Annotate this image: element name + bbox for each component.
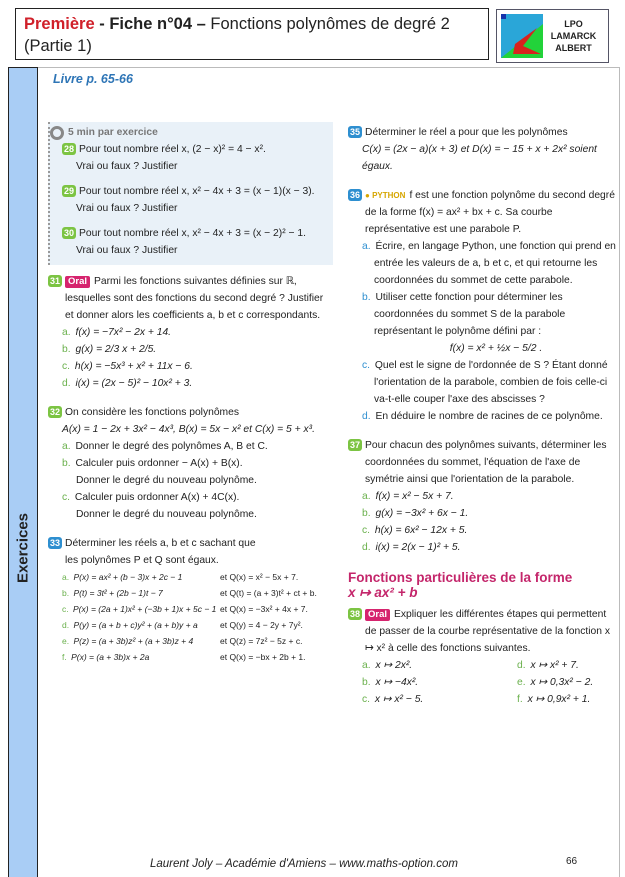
oral-badge: Oral xyxy=(65,276,90,288)
text: d. xyxy=(62,620,70,630)
text: et Q(x) = x² − 5x + 7. xyxy=(220,572,299,582)
document-header xyxy=(15,8,489,60)
subtitle: (Partie 1) xyxy=(24,37,92,55)
left-column xyxy=(48,122,333,673)
text: h(x) = −5x³ + x² + 11x − 6. xyxy=(74,361,193,372)
text: P(x) = ax² + (b − 3)x + 2c − 1 xyxy=(73,572,183,582)
text: Calculer puis ordonner A(x) + 4C(x). xyxy=(74,492,240,503)
exercise-number: 30 xyxy=(64,228,75,238)
exercise-29 xyxy=(62,183,327,217)
text: P(t) = 3t² + (2b − 1)t − 7 xyxy=(73,588,163,598)
exercise-28 xyxy=(62,141,327,175)
text: P(y) = (a + b + c)y² + (a + b)y + a xyxy=(73,620,198,630)
item-e xyxy=(517,674,618,691)
text: d. xyxy=(362,542,371,553)
text: x ↦ 0,3x² − 2. xyxy=(530,677,594,688)
question: Déterminer le réel a pour que les polynômes xyxy=(365,127,568,138)
text: P(x) = (2a + 1)x² + (−3b + 1)x + 5c − 1 xyxy=(73,604,217,614)
text: Fonctions particulières de la forme xyxy=(348,570,573,585)
text: g(x) = 2/3 x + 2/5. xyxy=(75,344,157,355)
text: c. xyxy=(362,360,371,371)
text: x ↦ ax² + b xyxy=(348,585,418,600)
text: Écrire, en langage Python, une fonction qui prend en entrée les valeurs de a, b et c, et qui retourne les coordonnées du sommet de cette parabole. xyxy=(374,241,616,286)
item-d xyxy=(517,657,618,674)
sep: - xyxy=(94,15,110,33)
item-b xyxy=(48,585,333,601)
exercise-number: 28 xyxy=(64,144,75,154)
python-icon: ● xyxy=(365,191,370,200)
exercise-number: 35 xyxy=(350,127,361,137)
prompt: Vrai ou faux ? Justifier xyxy=(76,161,178,172)
text: b. xyxy=(362,508,371,519)
item-b xyxy=(348,505,618,522)
item-d xyxy=(48,617,333,633)
item-a xyxy=(48,324,333,341)
text: a. xyxy=(62,327,71,338)
text: Utiliser cette fonction pour déterminer les coordonnées du sommet S de la parabole représentant le polynôme défini par : xyxy=(374,292,566,337)
exercise-33 xyxy=(48,535,333,665)
text: f. xyxy=(517,694,523,705)
sidebar xyxy=(8,67,38,877)
text: x ↦ 0,9x² + 1. xyxy=(527,694,591,705)
logo-line2: ALBERT xyxy=(555,43,592,53)
item-c xyxy=(48,601,333,617)
page-number: 66 xyxy=(566,856,578,867)
text: a. xyxy=(62,572,70,582)
school-logo xyxy=(496,9,609,63)
exercise-37 xyxy=(348,437,618,556)
text: f(x) = −7x² − 2x + 14. xyxy=(75,327,172,338)
text: e. xyxy=(62,636,70,646)
item-d xyxy=(48,375,333,392)
text: P(z) = (a + 3b)z² + (a + 3b)z + 4 xyxy=(73,636,194,646)
text: et Q(x) = −3x² + 4x + 7. xyxy=(220,604,308,614)
text: b. xyxy=(62,344,71,355)
text: b. xyxy=(62,588,70,598)
item-grid xyxy=(348,657,618,708)
text: f(x) = x² − 5x + 7. xyxy=(375,491,454,502)
exercise-35 xyxy=(348,124,618,175)
text: i(x) = 2(x − 1)² + 5. xyxy=(375,542,461,553)
text: x ↦ 2x². xyxy=(375,660,413,671)
item-list xyxy=(48,569,333,665)
question: Pour chacun des polynômes suivants, déterminer les coordonnées du sommet, l'équation de l'axe de symétrie ainsi que l'orientation de la parabole. xyxy=(365,440,607,485)
text: a. xyxy=(362,491,371,502)
item-f xyxy=(517,691,618,708)
title: Fonctions polynômes de degré 2 xyxy=(205,15,450,33)
item-d xyxy=(348,408,618,425)
exercise-number: 38 xyxy=(350,609,361,619)
text: x ↦ x² − 5. xyxy=(374,694,424,705)
text: et Q(z) = 7z² − 5z + c. xyxy=(220,636,303,646)
item-c xyxy=(362,691,517,708)
text: a. xyxy=(362,241,371,252)
question: Déterminer les réels a, b et c sachant que les polynômes P et Q sont égaux. xyxy=(65,538,256,566)
prompt: Vrai ou faux ? Justifier xyxy=(76,203,178,214)
text: h(x) = 6x² − 12x + 5. xyxy=(374,525,468,536)
text: e. xyxy=(517,677,526,688)
question: Parmi les fonctions suivantes définies sur ℝ, lesquelles sont des fonctions du second degré ? Justifier et donner alors les coefficients a, b et c correspondants. xyxy=(65,276,324,321)
text: Quel est le signe de l'ordonnée de S ? Étant donné l'orientation de la parabole, combien de fois celle-ci va-t-elle couper l'axe des abscisses ? xyxy=(374,360,608,405)
item-e xyxy=(48,633,333,649)
item-c xyxy=(348,522,618,539)
exercise-36 xyxy=(348,187,618,425)
item-c xyxy=(48,358,333,375)
exercise-number: 36 xyxy=(350,190,361,200)
text: c. xyxy=(362,694,371,705)
text: a. xyxy=(362,660,371,671)
section-heading xyxy=(348,570,618,600)
exercise-number: 29 xyxy=(64,186,75,196)
text: Donner le degré du nouveau polynôme. xyxy=(76,475,257,486)
fiche-number: Fiche n°04 – xyxy=(109,15,206,33)
stopwatch-icon xyxy=(50,126,64,140)
oral-badge: Oral xyxy=(365,609,390,621)
text: g(x) = −3x² + 6x − 1. xyxy=(375,508,469,519)
text: f. xyxy=(62,652,67,662)
definitions: C(x) = (2x − a)(x + 3) et D(x) = − 15 + x + 2x² soient égaux. xyxy=(362,144,597,172)
exercise-number: 31 xyxy=(50,276,61,286)
timer-label: 5 min par exercice xyxy=(68,127,158,138)
exercise-31 xyxy=(48,273,333,392)
question: Pour tout nombre réel x, x² − 4x + 3 = (x − 1)(x − 3). xyxy=(79,186,315,197)
text: c. xyxy=(62,604,69,614)
exercise-32 xyxy=(48,404,333,523)
text: et Q(y) = 4 − 2y + 7y². xyxy=(220,620,303,630)
exercise-30 xyxy=(62,225,327,259)
text: d. xyxy=(517,660,526,671)
text: c. xyxy=(362,525,371,536)
text: Calculer puis ordonner − A(x) + B(x). xyxy=(75,458,243,469)
logo-icon xyxy=(501,14,543,58)
timed-exercises xyxy=(48,122,333,265)
exercise-number: 32 xyxy=(50,407,61,417)
prompt: Vrai ou faux ? Justifier xyxy=(76,245,178,256)
book-reference: Livre p. 65-66 xyxy=(53,72,133,86)
question: f est une fonction polynôme du second degré de la forme f(x) = ax² + bx + c. Sa courbe représentative est une parabole P. xyxy=(365,190,615,235)
text: d. xyxy=(362,411,371,422)
exercise-number: 33 xyxy=(50,538,61,548)
text: Donner le degré des polynômes A, B et C. xyxy=(75,441,268,452)
item-c xyxy=(48,489,333,523)
question: Pour tout nombre réel x, x² − 4x + 3 = (x − 2)² − 1. xyxy=(79,228,306,239)
logo-line1: LPO LAMARCK xyxy=(550,19,597,41)
definitions: A(x) = 1 − 2x + 3x² − 4x³, B(x) = 5x − x² et C(x) = 5 + x³. xyxy=(62,424,315,435)
text: Donner le degré du nouveau polynôme. xyxy=(76,509,257,520)
right-column xyxy=(348,124,618,716)
question: Pour tout nombre réel x, (2 − x)² = 4 − x². xyxy=(79,144,266,155)
text: P(x) = (a + 3b)x + 2a xyxy=(71,652,150,662)
python-badge xyxy=(365,187,405,204)
text: x ↦ −4x². xyxy=(375,677,419,688)
text: c. xyxy=(62,361,71,372)
question: Expliquer les différentes étapes qui permettent de passer de la courbe représentative de la fonction x ↦ x² à celle des fonctions suivantes. xyxy=(365,609,611,654)
item-a xyxy=(48,438,333,455)
exercise-38 xyxy=(348,606,618,708)
text: En déduire le nombre de racines de ce polynôme. xyxy=(375,411,603,422)
text: et Q(x) = −bx + 2b + 1. xyxy=(220,652,306,662)
item-b xyxy=(362,674,517,691)
text: i(x) = (2x − 5)² − 10x² + 3. xyxy=(75,378,193,389)
text: PYTHON xyxy=(372,191,406,200)
text: d. xyxy=(62,378,71,389)
text: b. xyxy=(362,677,371,688)
text: et Q(t) = (a + 3)t² + ct + b. xyxy=(220,588,317,598)
exercise-number: 37 xyxy=(350,440,361,450)
text: c. xyxy=(62,492,71,503)
footer-credit: Laurent Joly – Académie d'Amiens – www.maths-option.com xyxy=(150,858,458,870)
text: f(x) = x² + ½x − 5/2 . xyxy=(449,343,543,354)
item-b xyxy=(348,289,618,357)
question: On considère les fonctions polynômes xyxy=(65,407,240,418)
level: Première xyxy=(24,15,95,33)
text: a. xyxy=(62,441,71,452)
text: b. xyxy=(62,458,71,469)
text: x ↦ x² + 7. xyxy=(530,660,579,671)
item-a xyxy=(348,488,618,505)
item-a xyxy=(362,657,517,674)
item-a xyxy=(348,238,618,289)
item-c xyxy=(348,357,618,408)
item-b xyxy=(48,455,333,489)
item-a xyxy=(48,569,333,585)
item-d xyxy=(348,539,618,556)
item-b xyxy=(48,341,333,358)
text: b. xyxy=(362,292,371,303)
item-f xyxy=(48,649,333,665)
sidebar-label: Exercices xyxy=(14,512,32,584)
